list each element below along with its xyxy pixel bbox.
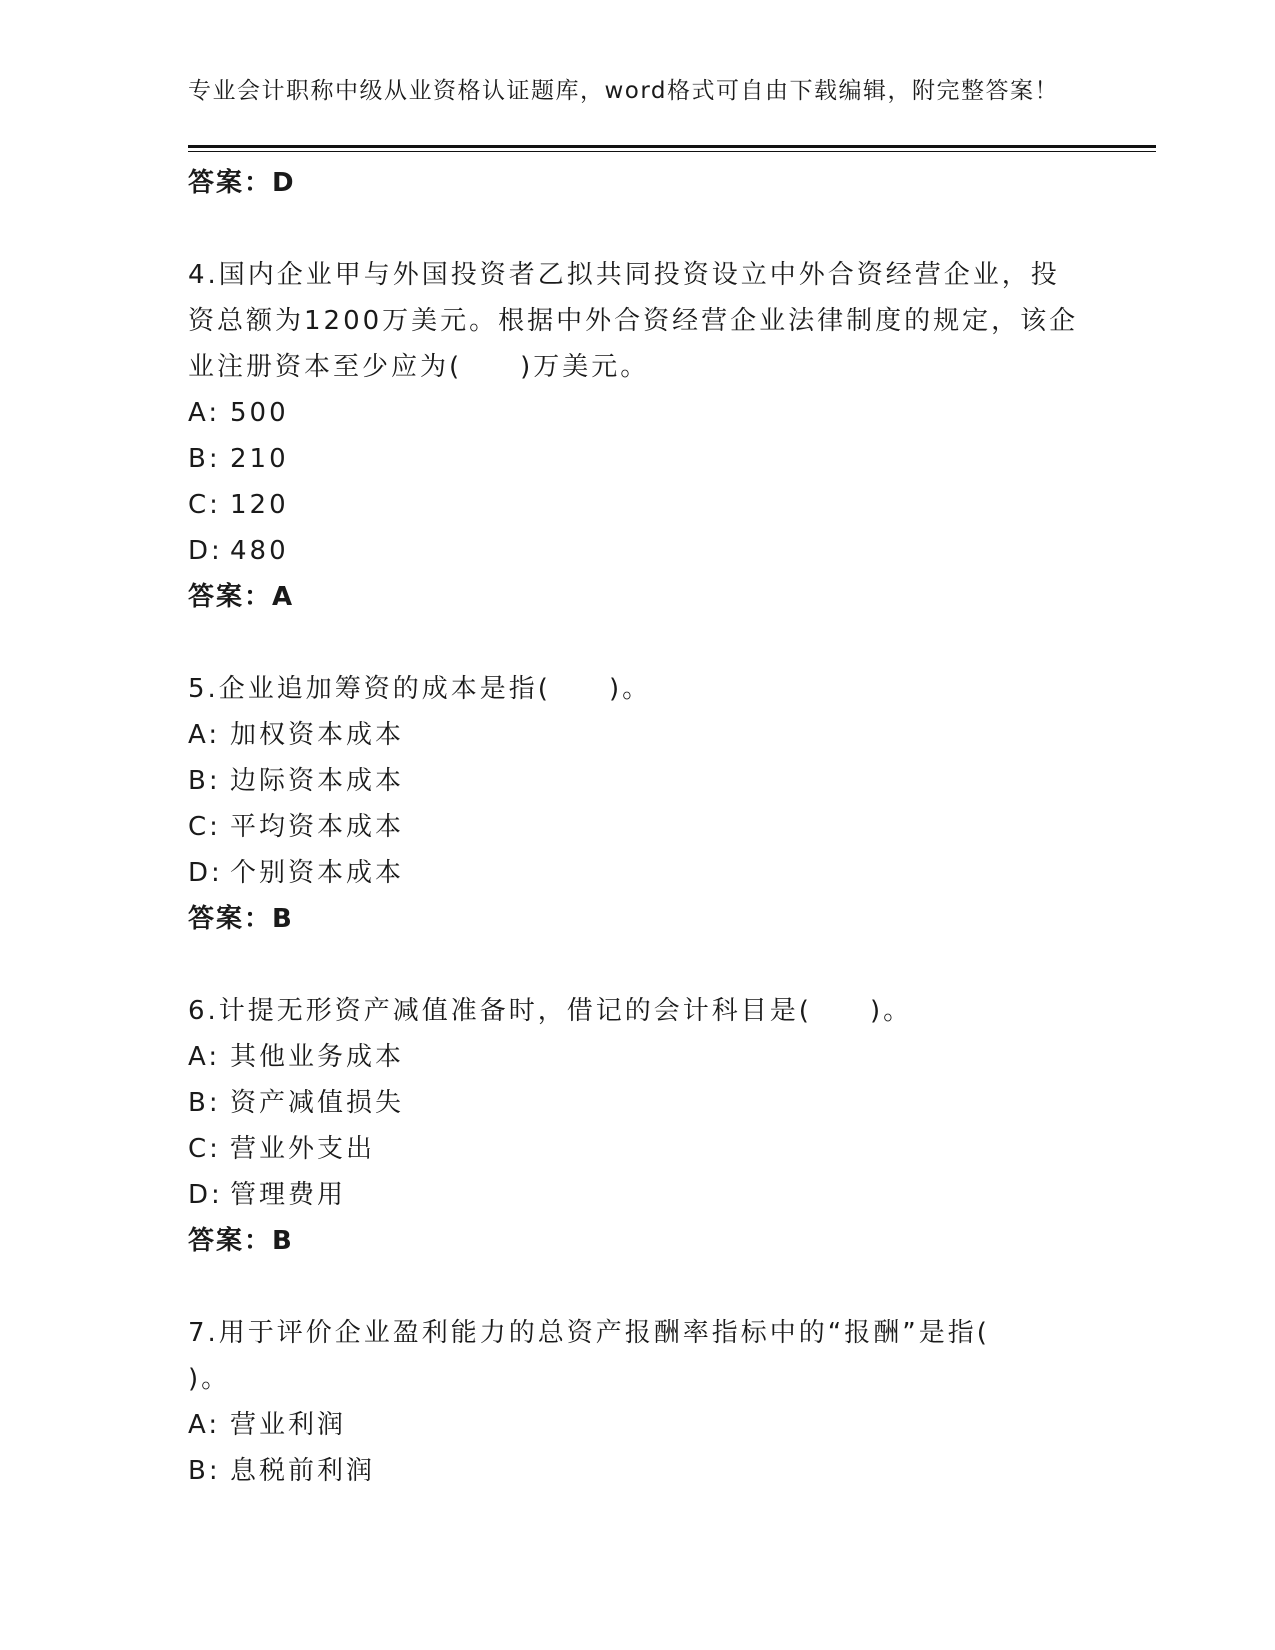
option-text: 管理费用 <box>230 1180 347 1210</box>
option-c <box>188 804 1088 850</box>
option-label: B: <box>188 766 221 796</box>
option-d <box>188 528 1088 574</box>
option-label: A: <box>188 398 221 428</box>
option-text: 边际资本成本 <box>230 766 405 796</box>
option-a <box>188 1402 1088 1448</box>
question-stem-line: 资总额为1200万美元。根据中外合资经营企业法律制度的规定，该企 <box>188 306 1079 336</box>
option-label: A: <box>188 1042 221 1072</box>
question-stem-line: 7.用于评价企业盈利能力的总资产报酬率指标中的“报酬”是指( <box>188 1318 990 1348</box>
option-text: 平均资本成本 <box>230 812 405 842</box>
answer-previous: 答案：D <box>188 168 296 198</box>
option-a <box>188 1034 1088 1080</box>
header-rule-thin <box>188 151 1156 152</box>
option-c <box>188 482 1088 528</box>
option-text: 资产减值损失 <box>230 1088 405 1118</box>
page-header: 专业会计职称中级从业资格认证题库，word格式可自由下载编辑，附完整答案！ <box>188 78 1060 104</box>
option-label: A: <box>188 1410 221 1440</box>
option-d <box>188 850 1088 896</box>
option-label: D: <box>188 858 223 888</box>
option-d <box>188 1172 1088 1218</box>
answer: 答案：B <box>188 1226 294 1256</box>
option-text: 息税前利润 <box>230 1456 376 1486</box>
option-label: C: <box>188 1134 221 1164</box>
question-stem-line: 6.计提无形资产减值准备时，借记的会计科目是( )。 <box>188 996 913 1026</box>
option-b <box>188 758 1088 804</box>
option-text: 加权资本成本 <box>230 720 405 750</box>
question-7 <box>188 1310 1088 1494</box>
answer: 答案：B <box>188 904 294 934</box>
answer: 答案：A <box>188 582 295 612</box>
option-text: 营业外支出 <box>230 1134 376 1164</box>
option-text: 480 <box>230 536 289 566</box>
option-text: 120 <box>230 490 289 520</box>
question-4 <box>188 252 1088 620</box>
option-a <box>188 390 1088 436</box>
option-text: 210 <box>230 444 289 474</box>
question-stem-line: 业注册资本至少应为( )万美元。 <box>188 352 650 382</box>
option-text: 个别资本成本 <box>230 858 405 888</box>
option-label: B: <box>188 1456 221 1486</box>
option-text: 500 <box>230 398 289 428</box>
option-b <box>188 436 1088 482</box>
header-rule-thick <box>188 145 1156 148</box>
option-label: D: <box>188 536 223 566</box>
option-label: C: <box>188 812 221 842</box>
option-b <box>188 1080 1088 1126</box>
question-5 <box>188 666 1088 942</box>
option-c <box>188 1126 1088 1172</box>
option-label: C: <box>188 490 221 520</box>
option-text: 其他业务成本 <box>230 1042 405 1072</box>
option-a <box>188 712 1088 758</box>
option-label: A: <box>188 720 221 750</box>
option-label: D: <box>188 1180 223 1210</box>
question-6 <box>188 988 1088 1264</box>
option-label: B: <box>188 1088 221 1118</box>
question-stem-line: 4.国内企业甲与外国投资者乙拟共同投资设立中外合资经营企业，投 <box>188 260 1060 290</box>
option-text: 营业利润 <box>230 1410 347 1440</box>
question-stem-line: )。 <box>188 1364 231 1394</box>
option-label: B: <box>188 444 221 474</box>
option-b <box>188 1448 1088 1494</box>
document-body <box>188 160 1088 1494</box>
question-stem-line: 5.企业追加筹资的成本是指( )。 <box>188 674 652 704</box>
